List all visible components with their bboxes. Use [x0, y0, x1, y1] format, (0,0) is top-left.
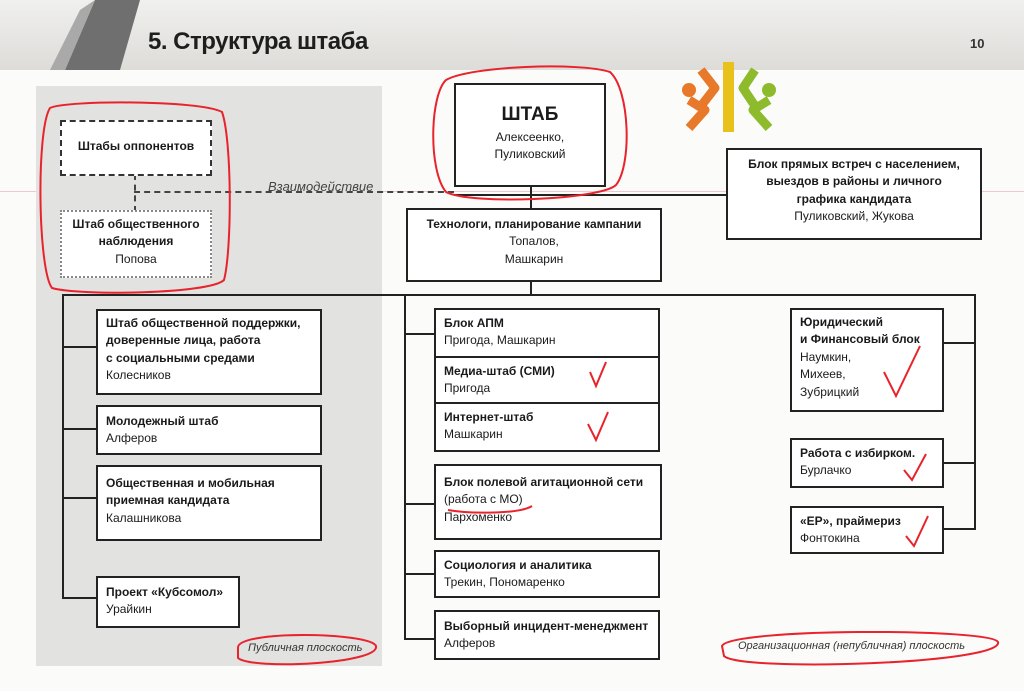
block-note: (работа с МО) — [444, 492, 523, 507]
block-people: Михеев, — [800, 367, 846, 382]
block-people: Наумкин, — [800, 349, 852, 364]
field-agitation-box — [434, 464, 662, 540]
tech-line: Машкарин — [504, 251, 564, 266]
incident-management-box — [434, 610, 660, 660]
left-branch — [62, 497, 96, 499]
opponents-hq-box — [60, 120, 212, 176]
block-title: Интернет-штаб — [444, 410, 534, 424]
hq-title: ШТАБ — [501, 104, 559, 125]
block-title: Медиа-штаб (СМИ) — [444, 364, 555, 378]
opponents-title: Штабы оппонентов — [77, 139, 195, 153]
left-branch — [62, 428, 96, 430]
hq-line: Пуликовский — [494, 146, 566, 161]
header-tab-shape — [40, 0, 155, 70]
er-primaries-box — [790, 506, 944, 554]
block-title: доверенные лица, работа — [106, 333, 261, 348]
block-title: Штаб общественной поддержки, — [106, 316, 301, 330]
block-people: Зубрицкий — [800, 384, 860, 399]
block-title: Блок АПМ — [444, 316, 504, 330]
block-title: Молодежный штаб — [106, 414, 219, 428]
right-spine — [974, 294, 976, 530]
block-title: Проект «Кубсомол» — [106, 585, 223, 599]
legal-finance-box — [790, 308, 944, 412]
block-people: Алферов — [444, 636, 496, 651]
observation-title: наблюдения — [98, 234, 174, 249]
meetings-title: выездов в районы и личного — [766, 174, 942, 189]
block-people: Пригода — [444, 381, 491, 396]
interaction-connector-vertical — [134, 174, 136, 212]
interaction-label: Взаимодействие — [268, 179, 374, 194]
block-people: Трекин, Пономаренко — [444, 575, 565, 590]
block-title: Работа с избирком. — [800, 446, 916, 460]
mid-spine — [404, 294, 406, 640]
tech-planning-box — [406, 208, 662, 282]
reception-box — [96, 465, 322, 541]
block-title: Выборный инцидент-менеджмент — [444, 619, 649, 633]
block-people: Алферов — [106, 431, 158, 446]
apm-block — [436, 310, 658, 358]
right-branch — [944, 462, 976, 464]
left-spine — [62, 294, 64, 598]
block-people: Калашникова — [106, 510, 182, 525]
observation-hq-box — [60, 210, 212, 278]
block-people: Машкарин — [444, 427, 503, 442]
youth-hq-box — [96, 405, 322, 455]
hq-meetings-connector — [454, 194, 726, 196]
block-title: с социальными средами — [106, 350, 255, 365]
election-commission-box — [790, 438, 944, 488]
block-title: и Финансовый блок — [800, 332, 920, 347]
internet-hq-block — [436, 404, 658, 450]
media-hq-block — [436, 358, 658, 404]
meetings-people: Пуликовский, Жукова — [794, 209, 914, 224]
block-people: Пригода, Машкарин — [444, 333, 556, 348]
mid-branch — [404, 503, 434, 505]
right-branch — [944, 528, 976, 530]
block-title: Социология и аналитика — [444, 558, 592, 572]
sociology-box — [434, 550, 660, 598]
block-title: приемная кандидата — [106, 493, 230, 508]
main-bus-line — [62, 294, 976, 296]
left-branch — [62, 346, 96, 348]
tech-title: Технологи, планирование кампании — [426, 217, 642, 231]
observation-people: Попова — [115, 251, 157, 266]
observation-title: Штаб общественного — [72, 217, 200, 231]
left-branch — [62, 597, 96, 599]
public-support-hq-box — [96, 309, 322, 395]
hq-line: Алексеенко, — [495, 129, 565, 144]
public-plane-label: Публичная плоскость — [248, 642, 363, 654]
party-logo — [675, 62, 785, 134]
block-people: Колесников — [106, 368, 171, 383]
mid-branch — [404, 638, 434, 640]
mid-branch — [404, 333, 434, 335]
block-people: Фонтокина — [800, 531, 860, 546]
block-title: Блок полевой агитационной сети — [444, 475, 644, 489]
block-title: Юридический — [800, 315, 883, 329]
page-number: 10 — [970, 36, 985, 51]
meetings-title: графика кандидата — [796, 191, 912, 206]
block-people: Пархоменко — [444, 509, 512, 524]
block-people: Урайкин — [106, 602, 152, 617]
block-title: Общественная и мобильная — [106, 476, 275, 490]
tech-line: Топалов, — [509, 234, 559, 249]
block-title: «ЕР», праймериз — [800, 514, 901, 528]
hq-box — [454, 83, 606, 187]
organizational-plane-label: Организационная (непубличная) плоскость — [738, 640, 966, 652]
mid-branch — [404, 573, 434, 575]
apm-media-internet-group — [434, 308, 660, 452]
hq-tech-connector — [530, 187, 532, 209]
meetings-title: Блок прямых встреч с населением, — [748, 157, 960, 171]
kubsomol-project-box — [96, 576, 240, 628]
meetings-block-box — [726, 148, 982, 240]
block-people: Бурлачко — [800, 463, 852, 478]
right-branch — [944, 342, 976, 344]
page-title: 5. Структура штаба — [148, 28, 368, 55]
